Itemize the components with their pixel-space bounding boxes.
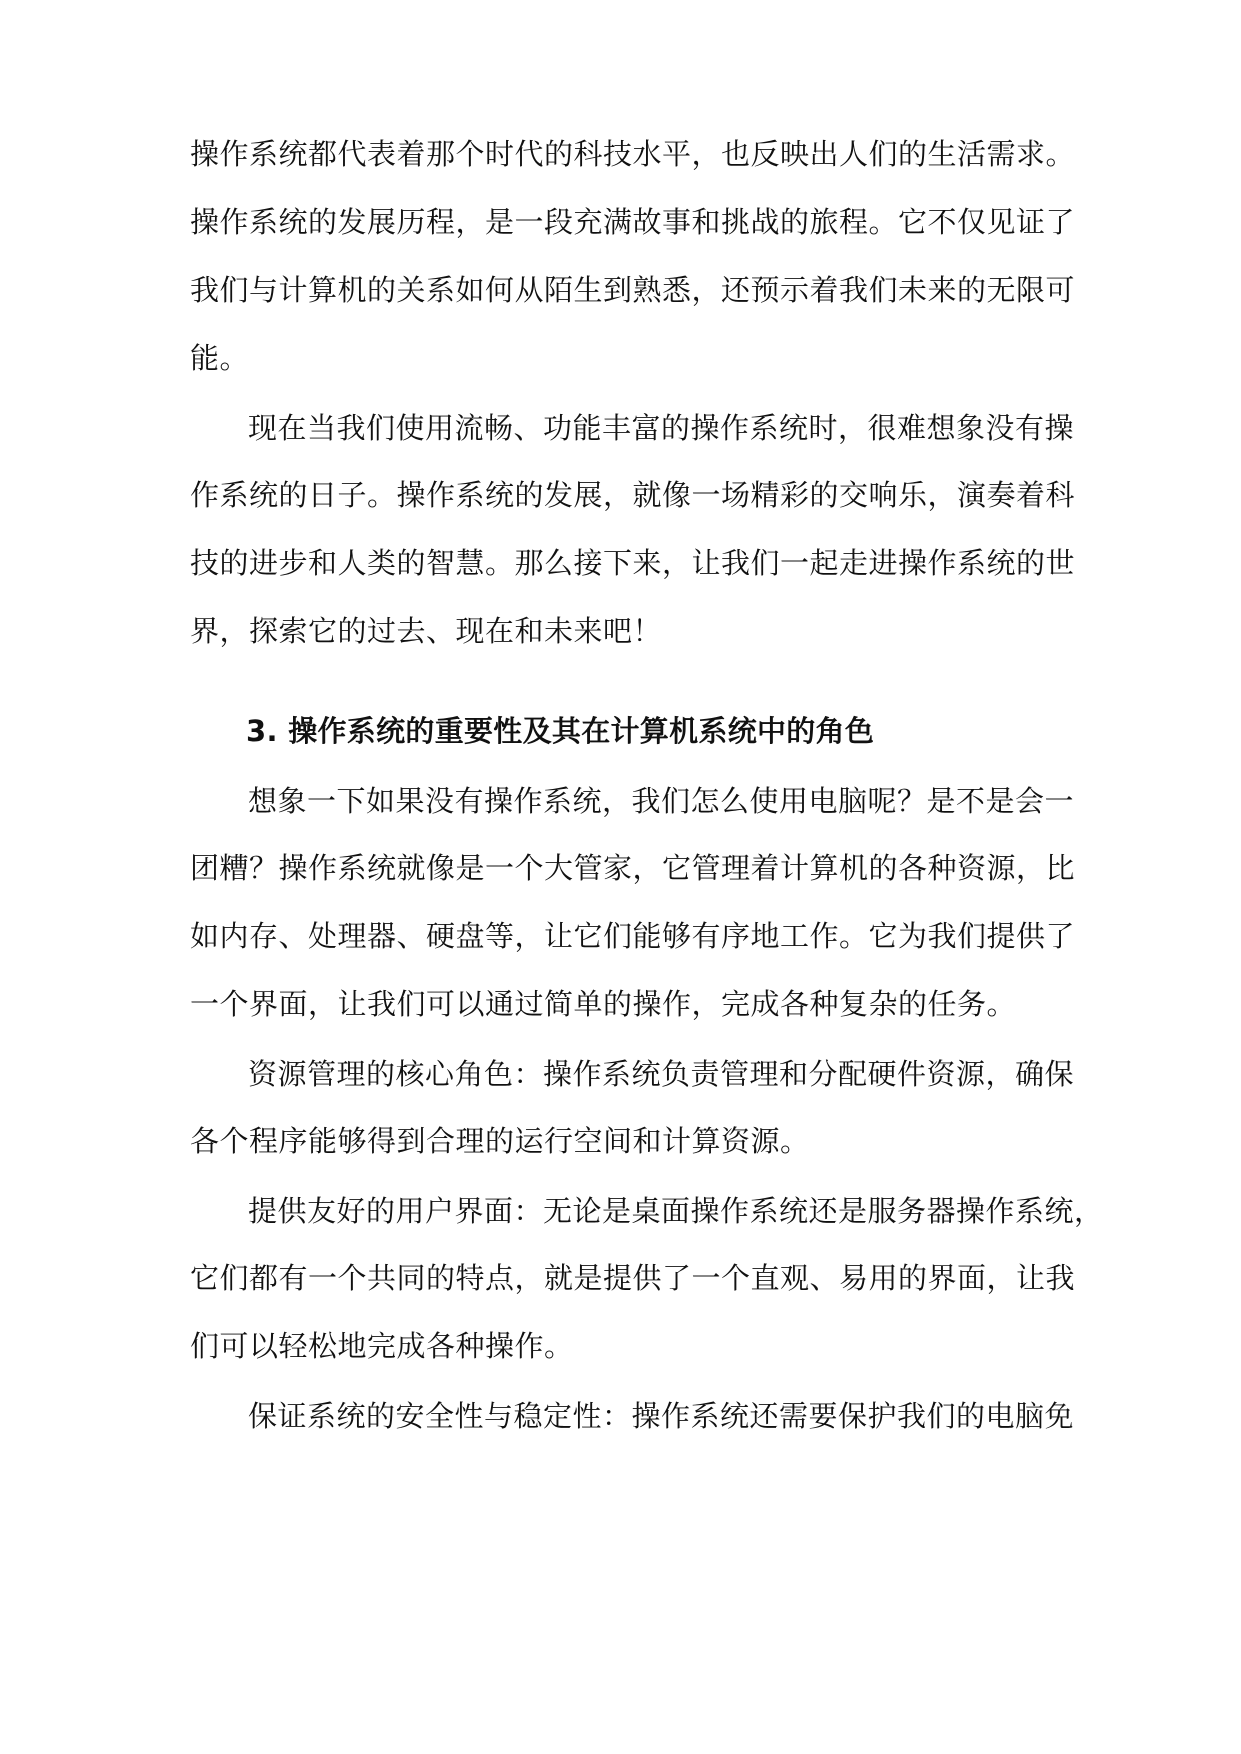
- text-line: 界，探索它的过去、现在和未来吧！: [190, 614, 663, 648]
- text-line: 想象一下如果没有操作系统，我们怎么使用电脑呢？是不是会一: [248, 784, 1075, 818]
- text-line: 现在当我们使用流畅、功能丰富的操作系统时，很难想象没有操: [248, 411, 1075, 445]
- text-line: 能。: [190, 341, 250, 375]
- text-line: 我们与计算机的关系如何从陌生到熟悉，还预示着我们未来的无限可: [190, 273, 1076, 307]
- text-line: 技的进步和人类的智慧。那么接下来，让我们一起走进操作系统的世: [190, 546, 1076, 580]
- text-line: 它们都有一个共同的特点，就是提供了一个直观、易用的界面，让我: [190, 1261, 1076, 1295]
- text-line: 如内存、处理器、硬盘等，让它们能够有序地工作。它为我们提供了: [190, 919, 1076, 953]
- text-line: 们可以轻松地完成各种操作。: [190, 1329, 574, 1363]
- text-line: 作系统的日子。操作系统的发展，就像一场精彩的交响乐，演奏着科: [190, 478, 1076, 512]
- text-line: 操作系统的发展历程，是一段充满故事和挑战的旅程。它不仅见证了: [190, 205, 1076, 239]
- text-line: 保证系统的安全性与稳定性：操作系统还需要保护我们的电脑免: [248, 1399, 1075, 1433]
- text-line: 各个程序能够得到合理的运行空间和计算资源。: [190, 1124, 810, 1158]
- text-line: 资源管理的核心角色：操作系统负责管理和分配硬件资源，确保: [248, 1057, 1075, 1091]
- section-heading: 3. 操作系统的重要性及其在计算机系统中的角色: [246, 714, 875, 748]
- text-line: 提供友好的用户界面：无论是桌面操作系统还是服务器操作系统，: [248, 1194, 1104, 1228]
- text-line: 操作系统都代表着那个时代的科技水平，也反映出人们的生活需求。: [190, 137, 1076, 171]
- text-line: 一个界面，让我们可以通过简单的操作，完成各种复杂的任务。: [190, 987, 1017, 1021]
- text-line: 团糟？操作系统就像是一个大管家，它管理着计算机的各种资源，比: [190, 851, 1076, 885]
